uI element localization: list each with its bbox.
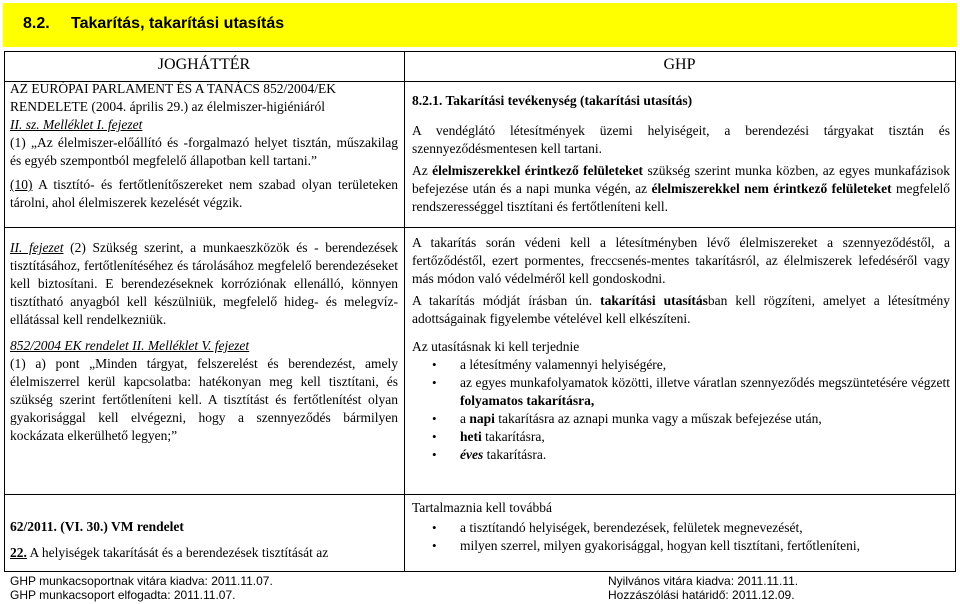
footer-accepted: GHP munkacsoport elfogadta: 2011.11.07.: [10, 588, 236, 602]
annex-reference: II. sz. Melléklet I. fejezet: [10, 117, 143, 132]
legal-paragraph-1a: (1) a) pont „Minden tárgyat, felszerelést és berendezést, amely élelmiszerrel kerül kapcsolatba: hatékonyan meg kell tisztítani, és szükség szerint fertőtleníteni kell. A tisztítást és fertőtlenítést olyan gyakorisággal kell elvégezni, hogy a szennyeződés bármilyen kockázata elkerülhető legyen;”: [10, 356, 398, 443]
regulation-line-1: AZ EURÓPAI PARLAMENT ÉS A TANÁCS 852/2004/EK: [10, 81, 336, 96]
left-legal-block-2: [10, 239, 398, 445]
instruction-list: [412, 356, 950, 464]
table-left-border: [4, 51, 5, 572]
list-item: • a napi takarításra az aznapi munka vagy a műszak befejezése után,: [412, 410, 950, 428]
left-legal-block-1: [10, 80, 398, 212]
column-divider: [404, 51, 405, 572]
ghp-paragraph-1: A vendéglátó létesítmények üzemi helyiségeit, a berendezési tárgyakat tisztán és szennyeződésmentesen kell tartani.: [412, 123, 950, 156]
contents-list: [412, 519, 950, 555]
subsection-title: 8.2.1. Takarítási tevékenység (takarítási utasítás): [412, 93, 693, 108]
footer-right: [608, 574, 798, 602]
regulation-line-2: RENDELETE (2004. április 29.) az élelmiszer-higiéniáról: [10, 99, 326, 114]
row-divider-1: [4, 227, 956, 228]
section-banner: [3, 3, 957, 47]
ghp-paragraph-3: A takarítás során védeni kell a létesítményben lévő élelmiszereket a szennyeződéstől, a fertőződéstől, ezert pormentes, freccsenés-mentes takarításról, az élelmiszerek lefedéséről vagy más módon való védelméről kell gondoskodni.: [412, 235, 950, 286]
footer-public: Nyilvános vitára kiadva: 2011.11.11.: [608, 574, 799, 588]
ghp-paragraph-4: A takarítás módját írásban ún. takarítási utasításban kell rögzíteni, amelyet a létesítmény adottságainak figyelembe vételével kell elkészíteni.: [412, 293, 950, 326]
left-column-header: JOGHÁTTÉR: [157, 56, 251, 73]
footer-left: [10, 574, 273, 602]
instruction-intro: Az utasításnak ki kell terjednie: [412, 339, 580, 354]
right-column-header: GHP: [663, 56, 696, 73]
chapter-2-paragraph: II. fejezet (2) Szükség szerint, a munkaeszközök és - berendezések tisztításához, fertőtlenítéséhez és tárolásához megfelelő berendezéseket kell biztosítani. E berendezéseknek korróziónak ellenálló, könnyen tisztítható anyagból kell készülniük, megfelelő hideg- és melegvíz-ellátással kell rendelkezniük.: [10, 240, 398, 327]
ghp-paragraph-2: Az élelmiszerekkel érintkező felületeket szükség szerint munka közben, az egyes munkafázisok befejezése után és a napi munka végén, az élelmiszerekkel nem érintkező felületeket megfelelő rendszerességgel tisztítani és fertőtleníteni kell.: [412, 163, 950, 214]
legal-paragraph-1: (1) „Az élelmiszer-előállító és -forgalmazó helyet tisztán, műszakilag és egyéb szempontból megfelelő állapotban kell tartani.”: [10, 135, 398, 168]
table-right-border: [955, 51, 956, 572]
right-ghp-block-1: [412, 92, 950, 216]
regulation-reference: 852/2004 EK rendelet II. Melléklet V. fejezet: [10, 338, 250, 353]
right-ghp-block-3: [412, 499, 950, 555]
table-top-border: [4, 51, 956, 52]
section-title: Takarítás, takarítási utasítás: [71, 15, 285, 32]
section-number: 8.2.: [23, 15, 50, 32]
right-ghp-block-2: [412, 234, 950, 464]
left-legal-block-3: [10, 518, 398, 562]
table-bottom-border: [4, 571, 956, 572]
list-item: • éves takarításra.: [412, 446, 950, 464]
list-item: • a tisztítandó helyiségek, berendezések, felületek megnevezését,: [412, 519, 950, 537]
contents-intro: Tartalmaznia kell továbbá: [412, 500, 552, 515]
chapter-ref: II. fejezet: [10, 240, 64, 255]
paragraph-ref: (10): [10, 177, 33, 192]
vm-paragraph-22: 22. A helyiségek takarítását és a berendezések tisztítását az: [10, 545, 329, 560]
footer-deadline: Hozzászólási határidő: 2011.12.09.: [608, 588, 795, 602]
list-item: • az egyes munkafolyamatok közötti, illetve váratlan szennyeződés megszüntetésére végzett folyamatos takarításra,: [412, 374, 950, 410]
legal-paragraph-10: (10) A tisztító- és fertőtlenítőszereket nem szabad olyan területeken tárolni, ahol élelmiszerek kezelését végzik.: [10, 177, 398, 210]
list-item: • a létesítmény valamennyi helyiségére,: [412, 356, 950, 374]
footer-issued: GHP munkacsoportnak vitára kiadva: 2011.11.07.: [10, 574, 273, 588]
list-item: • heti takarításra,: [412, 428, 950, 446]
row-divider-2: [4, 494, 956, 495]
list-item: • milyen szerrel, milyen gyakorisággal, hogyan kell tisztítani, fertőtleníteni,: [412, 537, 950, 555]
vm-regulation-title: 62/2011. (VI. 30.) VM rendelet: [10, 519, 184, 534]
